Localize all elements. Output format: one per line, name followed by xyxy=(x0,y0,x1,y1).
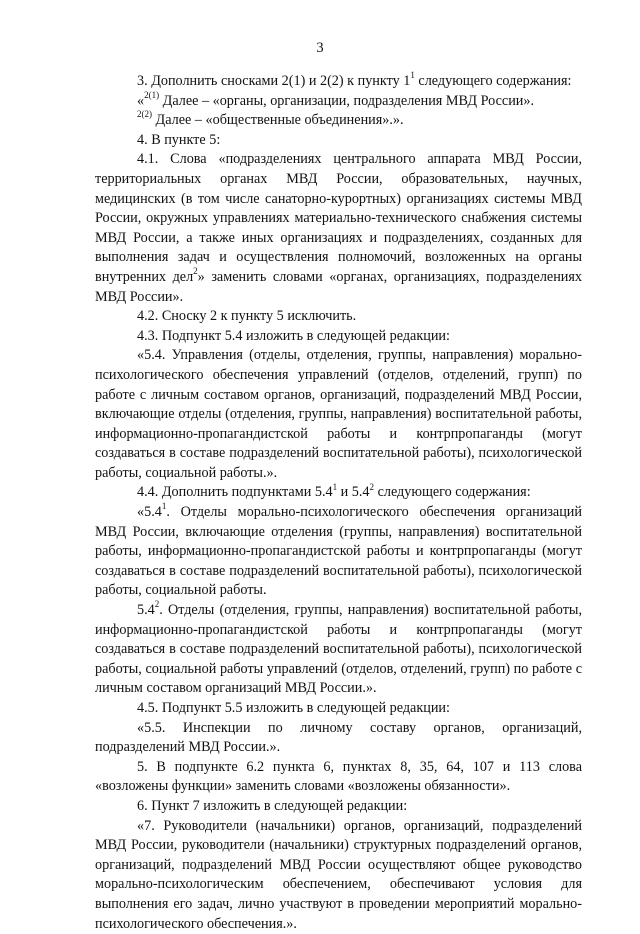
superscript: 2(2) xyxy=(137,109,152,120)
superscript: 2(1) xyxy=(144,89,160,100)
text-run: «5.4 xyxy=(137,504,162,521)
paragraph-p10 xyxy=(95,503,582,601)
text-run: « xyxy=(137,92,145,109)
paragraph-p3 xyxy=(95,111,582,131)
text-run: 4.4. Дополнить подпунктами 5.4 xyxy=(137,484,333,501)
text-run: 6. Пункт 7 изложить в следующей редакции: xyxy=(137,797,408,814)
text-run: . Отделы морально-психологического обеспечения организаций МВД России, включающие отделения (группы, направления) воспитательной работы, информационно-пропагандистской работы и контрпропаганды (могут создаваться в составе подразделений воспитательной работы), психологической работы, социальной работы. xyxy=(95,504,582,599)
paragraph-p12 xyxy=(95,699,582,719)
text-run: «5.4. Управления (отделы, отделения, группы, направления) морально-психологического обеспечения управлений (отделов, отделений, групп) по работе с личным составом органов, организаций, подразделений МВД России, включающие отделы (отделения, группы, направления) воспитательной работы, информационно-пропагандистской работы и контрпропаганды (могут создаваться в составе подразделений воспитательной работы), психологической работы, социальной работы.». xyxy=(95,347,582,481)
text-run: следующего содержания: xyxy=(374,484,531,501)
paragraph-p15 xyxy=(95,797,582,817)
text-run: Далее – «общественные объединения».». xyxy=(152,112,404,129)
text-run: . Отделы (отделения, группы, направления) воспитательной работы, информационно-пропагандистской работы и контрпропаганды (могут создаваться в составе подразделений воспитательной работы), психологической работы, социальной работы управлений (отделов, отделений, групп) по работе с личным составом организаций МВД России.». xyxy=(95,602,582,697)
paragraph-p2 xyxy=(95,89,582,112)
paragraph-p7 xyxy=(95,327,582,347)
paragraph-p16 xyxy=(95,817,582,934)
superscript: 2 xyxy=(193,266,198,277)
superscript: 1 xyxy=(410,70,415,81)
paragraph-p13 xyxy=(95,719,582,758)
text-run: 3. Дополнить сносками 2(1) и 2(2) к пункту 1 xyxy=(137,73,411,89)
paragraph-p14 xyxy=(95,758,582,797)
text-run: 5.4 xyxy=(137,602,155,619)
superscript: 2 xyxy=(154,599,160,610)
paragraph-p9 xyxy=(95,483,582,503)
superscript: 1 xyxy=(161,501,167,512)
paragraph-p4 xyxy=(95,131,582,151)
paragraph-p5 xyxy=(95,150,582,307)
text-run: 4.5. Подпункт 5.5 изложить в следующей редакции: xyxy=(137,700,450,716)
text-run: следующего содержания: xyxy=(414,73,572,89)
text-run: «5.5. Инспекции по личному составу органов, организаций, подразделений МВД России.». xyxy=(95,719,582,756)
text-run: и 5.4 xyxy=(337,484,370,501)
text-run: «7. Руководители (начальники) органов, организаций, подразделений МВД России, руководители (начальники) структурных подразделений органов, организаций, подразделений МВД России осуществляют общее руководство морально-психологическим обеспечением, обеспечивают условия для выполнения его задач, лично участвуют в проведении мероприятий морально-психологического обеспечения.». xyxy=(95,817,582,932)
text-run: » заменить словами «органах, организациях, подразделениях МВД России». xyxy=(95,268,582,305)
superscript: 2 xyxy=(369,481,375,492)
page-number: 3 xyxy=(316,40,324,56)
text-run: 4.3. Подпункт 5.4 изложить в следующей редакции: xyxy=(137,327,450,344)
paragraph-p6 xyxy=(95,307,582,327)
text-run: Далее – «органы, организации, подразделения МВД России». xyxy=(159,92,535,109)
text-run: 5. В подпункте 6.2 пункта 6, пунктах 8, 35, 64, 107 и 113 слова «возложены функции» заменить словами «возложены обязанности». xyxy=(95,758,582,795)
text-run: 4.1. Слова «подразделениях центрального аппарата МВД России, территориальных органах МВД России, образовательных, научных, медицинских (в том числе санаторно-курортных) организациях системы МВД России, окружных управлениях материально-технического снабжения системы МВД России, а также иных организациях и подразделениях, созданных для выполнения задач и осуществления полномочий, возложенных на органы внутренних дел xyxy=(95,151,582,285)
paragraph-p8 xyxy=(95,346,582,483)
text-run: 4. В пункте 5: xyxy=(137,131,221,148)
superscript: 1 xyxy=(332,481,338,492)
text-run: 4.2. Сноску 2 к пункту 5 исключить. xyxy=(137,308,357,325)
document-body xyxy=(95,72,582,934)
paragraph-p1 xyxy=(95,72,582,92)
paragraph-p11 xyxy=(95,601,582,699)
